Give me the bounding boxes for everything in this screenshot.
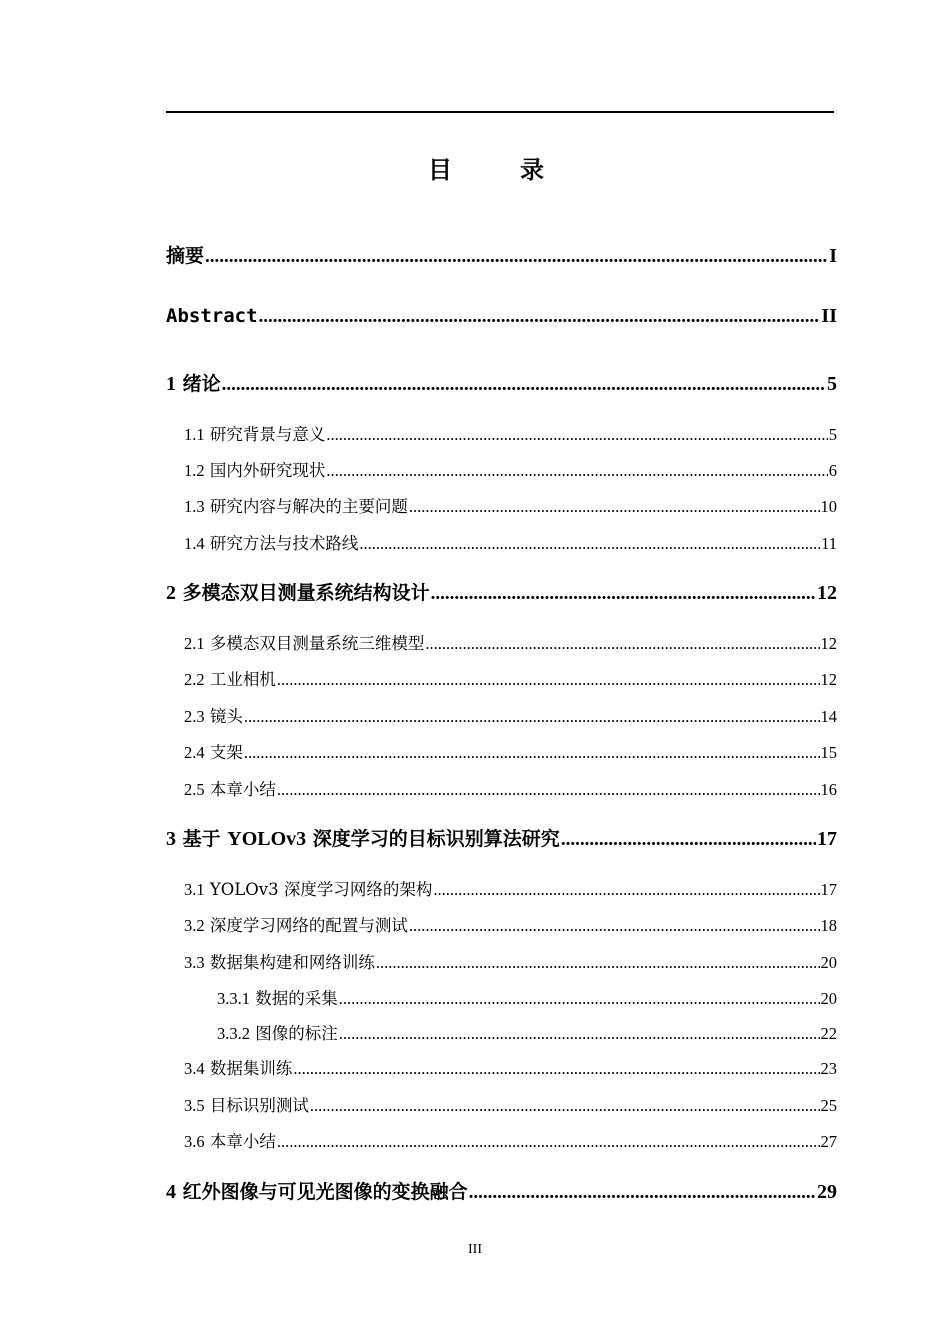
toc-entry-label: 镜头 — [209, 707, 243, 726]
toc-entry-3-4[interactable] — [184, 1055, 837, 1079]
toc-entry-label: 多模态双目测量系统结构设计 — [182, 582, 430, 604]
toc-entry-label-rest: 深度学习的目标识别算法研究 — [312, 828, 560, 850]
toc-entry-3-1[interactable] — [184, 876, 837, 900]
toc-entry-label: 基于 — [182, 828, 221, 850]
toc-entry-1-3[interactable] — [184, 493, 837, 517]
leader-dots — [359, 534, 820, 554]
leader-dots — [409, 497, 820, 517]
toc-entry-label: 深度学习网络的配置与测试 — [209, 916, 408, 935]
leader-dots — [433, 880, 819, 900]
toc-entry-page: 25 — [820, 1096, 837, 1115]
toc-entry-label: 国内外研究现状 — [209, 461, 326, 480]
toc-entry-number: 2.1 — [184, 634, 205, 653]
toc-entry-page: 6 — [828, 461, 837, 480]
toc-entry-number: 2.4 — [184, 743, 205, 762]
leader-dots — [259, 306, 821, 328]
toc-entry-1-2[interactable] — [184, 457, 837, 481]
toc-entry-1-4[interactable] — [184, 530, 837, 554]
toc-entry-page: 27 — [820, 1132, 837, 1151]
toc-entry-page: 20 — [820, 953, 837, 972]
toc-entry-page: 29 — [817, 1181, 837, 1203]
leader-dots — [561, 829, 816, 851]
toc-entry-label: 目标识别测试 — [209, 1096, 309, 1115]
toc-entry-chapter-2[interactable] — [166, 578, 837, 605]
toc-entry-number: 1.4 — [184, 534, 205, 553]
toc-entry-page: II — [821, 305, 837, 327]
leader-dots — [293, 1059, 819, 1079]
toc-entry-abstract-en[interactable] — [166, 305, 837, 328]
toc-entry-3-2[interactable] — [184, 912, 837, 936]
toc-entry-page: 22 — [820, 1024, 837, 1043]
leader-dots — [205, 246, 828, 268]
toc-entry-2-1[interactable] — [184, 630, 837, 654]
toc-entry-page: 17 — [817, 828, 837, 850]
toc-entry-page: 12 — [820, 634, 837, 653]
toc-entry-page: 16 — [820, 780, 837, 799]
page-number: III — [468, 1242, 482, 1257]
toc-entry-page: 5 — [827, 373, 837, 395]
toc-entry-page: 14 — [820, 707, 837, 726]
leader-dots — [277, 1132, 820, 1152]
toc-entry-number: 3.3 — [184, 953, 205, 972]
toc-entry-number: 3.2 — [184, 916, 205, 935]
toc-entry-number: 3.3.2 — [217, 1024, 250, 1043]
toc-entry-chapter-1[interactable] — [166, 369, 837, 396]
toc-entry-page: 12 — [817, 582, 837, 604]
toc-entry-page: 12 — [820, 670, 837, 689]
toc-entry-page: 18 — [820, 916, 837, 935]
leader-dots — [425, 634, 819, 654]
toc-entry-label: 支架 — [209, 743, 243, 762]
toc-entry-label: 数据集构建和网络训练 — [209, 953, 375, 972]
toc-entry-label-en: YOLOv3 — [227, 828, 307, 850]
toc-entry-label: 本章小结 — [209, 1132, 276, 1151]
toc-entry-number: 1 — [166, 373, 176, 395]
leader-dots — [244, 707, 820, 727]
toc-entry-page: I — [829, 245, 837, 267]
toc-entry-chapter-3[interactable] — [166, 824, 837, 851]
toc-entry-number: 3.4 — [184, 1059, 205, 1078]
leader-dots — [339, 989, 820, 1009]
leader-dots — [310, 1096, 820, 1116]
toc-entry-page: 17 — [820, 880, 837, 899]
toc-entry-2-3[interactable] — [184, 703, 837, 727]
toc-entry-label: 研究背景与意义 — [209, 425, 326, 444]
toc-entry-1-1[interactable] — [184, 421, 837, 445]
toc-title: 目 录 — [428, 156, 566, 184]
toc-entry-label: 研究内容与解决的主要问题 — [209, 497, 408, 516]
header-rule — [166, 111, 834, 113]
toc-entry-label: YOLOv3 深度学习网络的架构 — [209, 880, 433, 899]
toc-entry-3-5[interactable] — [184, 1092, 837, 1116]
toc-entry-label: 本章小结 — [209, 780, 276, 799]
toc-entry-label: 红外图像与可见光图像的变换融合 — [182, 1181, 468, 1203]
toc-entry-label: 数据集训练 — [209, 1059, 293, 1078]
toc-entry-number: 1.3 — [184, 497, 205, 516]
toc-entry-page: 11 — [821, 534, 837, 553]
leader-dots — [222, 374, 826, 396]
toc-entry-number: 4 — [166, 1181, 176, 1203]
toc-entry-number: 1.2 — [184, 461, 205, 480]
leader-dots — [431, 583, 816, 605]
toc-entry-label: 研究方法与技术路线 — [209, 534, 359, 553]
leader-dots — [326, 461, 827, 481]
toc-entry-number: 3.3.1 — [217, 989, 250, 1008]
leader-dots — [277, 780, 820, 800]
toc-entry-label: 绪论 — [182, 373, 221, 395]
toc-entry-number: 3.5 — [184, 1096, 205, 1115]
toc-entry-number: 2.5 — [184, 780, 205, 799]
toc-entry-2-4[interactable] — [184, 739, 837, 763]
toc-entry-3-6[interactable] — [184, 1128, 837, 1152]
toc-entry-3-3[interactable] — [184, 949, 837, 973]
toc-entry-number: 2 — [166, 582, 176, 604]
toc-entry-2-2[interactable] — [184, 666, 837, 690]
leader-dots — [244, 743, 820, 763]
toc-entry-page: 20 — [820, 989, 837, 1008]
leader-dots — [409, 916, 820, 936]
toc-entry-page: 10 — [820, 497, 837, 516]
toc-entry-label: 摘要 — [166, 245, 205, 267]
toc-entry-2-5[interactable] — [184, 776, 837, 800]
toc-entry-number: 3 — [166, 828, 176, 850]
leader-dots — [326, 425, 827, 445]
toc-entry-page: 15 — [820, 743, 837, 762]
toc-entry-page: 5 — [828, 425, 837, 444]
leader-dots — [339, 1024, 820, 1044]
toc-entry-3-3-2[interactable] — [217, 1020, 837, 1044]
toc-entry-abstract-cn[interactable] — [166, 241, 837, 268]
toc-entry-label: 多模态双目测量系统三维模型 — [209, 634, 425, 653]
leader-dots — [376, 953, 820, 973]
toc-entry-number: 2.3 — [184, 707, 205, 726]
toc-entry-label: 图像的标注 — [255, 1024, 338, 1043]
toc-entry-number: 3.1 — [184, 880, 205, 899]
toc-entry-chapter-4[interactable] — [166, 1177, 837, 1204]
toc-entry-label: Abstract — [166, 305, 258, 327]
toc-entry-label: 工业相机 — [209, 670, 276, 689]
leader-dots — [469, 1182, 816, 1204]
toc-entry-page: 23 — [820, 1059, 837, 1078]
toc-entry-number: 1.1 — [184, 425, 205, 444]
toc-entry-label: 数据的采集 — [255, 989, 338, 1008]
toc-entry-number: 3.6 — [184, 1132, 205, 1151]
leader-dots — [277, 670, 820, 690]
toc-entry-3-3-1[interactable] — [217, 985, 837, 1009]
toc-entry-number: 2.2 — [184, 670, 205, 689]
